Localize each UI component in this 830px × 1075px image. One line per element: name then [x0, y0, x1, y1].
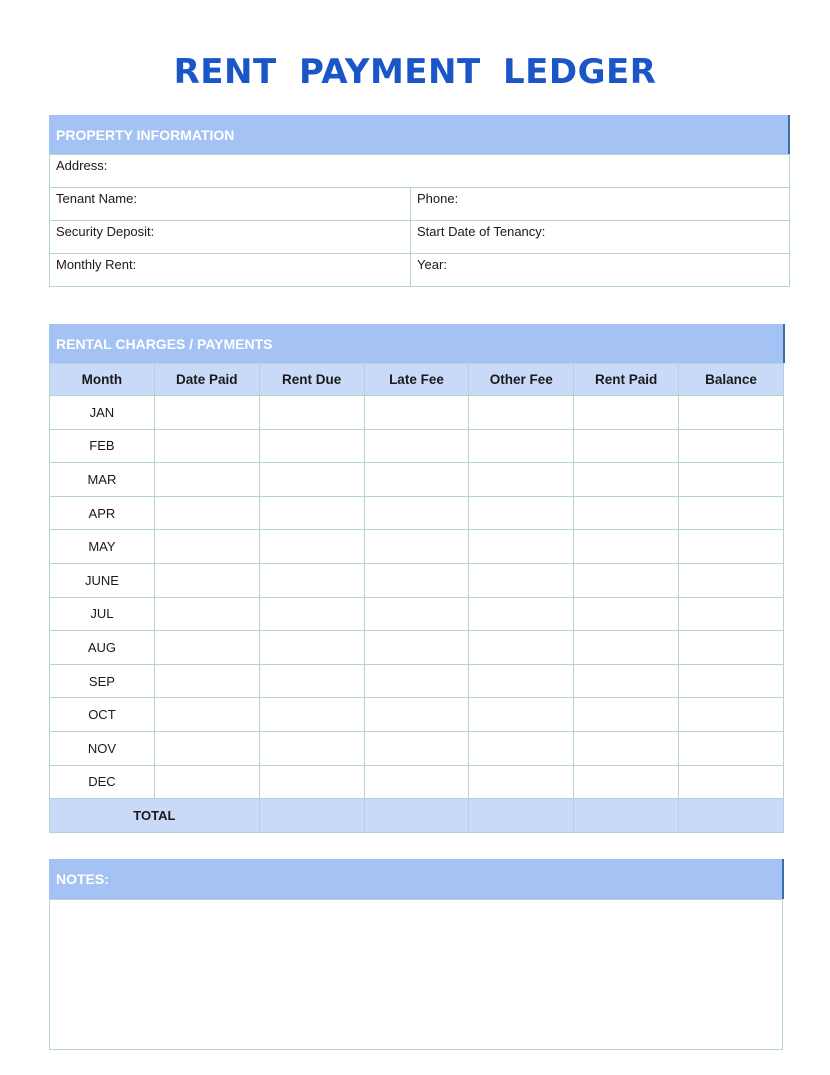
total-cell[interactable]: [679, 799, 784, 833]
entry-cell[interactable]: [469, 496, 574, 530]
entry-cell[interactable]: [154, 563, 259, 597]
property-info-table: [49, 154, 790, 287]
entry-cell[interactable]: [679, 698, 784, 732]
entry-cell[interactable]: [364, 463, 469, 497]
table-row: [50, 698, 784, 732]
entry-cell[interactable]: [679, 530, 784, 564]
month-cell: JUNE: [50, 563, 155, 597]
table-row: [50, 765, 784, 799]
entry-cell[interactable]: [259, 563, 364, 597]
entry-cell[interactable]: [469, 429, 574, 463]
table-row: [50, 731, 784, 765]
entry-cell[interactable]: [679, 731, 784, 765]
entry-cell[interactable]: [259, 664, 364, 698]
entry-cell[interactable]: [469, 597, 574, 631]
entry-cell[interactable]: [154, 396, 259, 430]
entry-cell[interactable]: [154, 429, 259, 463]
column-header: Late Fee: [364, 364, 469, 396]
entry-cell[interactable]: [574, 664, 679, 698]
entry-cell[interactable]: [364, 496, 469, 530]
entry-cell[interactable]: [679, 765, 784, 799]
total-label: TOTAL: [50, 799, 260, 833]
table-row: [50, 597, 784, 631]
total-cell[interactable]: [574, 799, 679, 833]
entry-cell[interactable]: [364, 664, 469, 698]
month-cell: JUL: [50, 597, 155, 631]
entry-cell[interactable]: [574, 563, 679, 597]
entry-cell[interactable]: [154, 631, 259, 665]
column-header: Other Fee: [469, 364, 574, 396]
entry-cell[interactable]: [259, 698, 364, 732]
entry-cell[interactable]: [259, 463, 364, 497]
month-cell: NOV: [50, 731, 155, 765]
entry-cell[interactable]: [259, 765, 364, 799]
month-cell: MAR: [50, 463, 155, 497]
table-row: [50, 396, 784, 430]
entry-cell[interactable]: [259, 530, 364, 564]
address-field[interactable]: Address:: [50, 155, 790, 188]
entry-cell[interactable]: [574, 429, 679, 463]
entry-cell[interactable]: [679, 429, 784, 463]
entry-cell[interactable]: [259, 429, 364, 463]
entry-cell[interactable]: [364, 597, 469, 631]
column-header: Date Paid: [154, 364, 259, 396]
month-cell: APR: [50, 496, 155, 530]
entry-cell[interactable]: [469, 765, 574, 799]
entry-cell[interactable]: [679, 631, 784, 665]
column-header: Month: [50, 364, 155, 396]
entry-cell[interactable]: [154, 463, 259, 497]
table-row: [50, 530, 784, 564]
entry-cell[interactable]: [154, 765, 259, 799]
entry-cell[interactable]: [364, 429, 469, 463]
entry-cell[interactable]: [574, 698, 679, 732]
entry-cell[interactable]: [364, 731, 469, 765]
entry-cell[interactable]: [574, 496, 679, 530]
entry-cell[interactable]: [364, 530, 469, 564]
column-header: Balance: [679, 364, 784, 396]
phone-field[interactable]: Phone:: [411, 188, 790, 221]
entry-cell[interactable]: [679, 396, 784, 430]
entry-cell[interactable]: [154, 597, 259, 631]
entry-cell[interactable]: [574, 731, 679, 765]
entry-cell[interactable]: [469, 698, 574, 732]
entry-cell[interactable]: [259, 597, 364, 631]
entry-cell[interactable]: [679, 463, 784, 497]
entry-cell[interactable]: [574, 530, 679, 564]
table-row: [50, 429, 784, 463]
entry-cell[interactable]: [259, 731, 364, 765]
entry-cell[interactable]: [574, 597, 679, 631]
month-cell: JAN: [50, 396, 155, 430]
monthly-rent-field[interactable]: Monthly Rent:: [50, 254, 411, 287]
month-cell: SEP: [50, 664, 155, 698]
total-row: [50, 799, 784, 833]
entry-cell[interactable]: [259, 631, 364, 665]
start-date-field[interactable]: Start Date of Tenancy:: [411, 221, 790, 254]
ledger-table: [49, 363, 784, 833]
table-row: [50, 664, 784, 698]
notes-header: NOTES:: [49, 859, 784, 899]
entry-cell[interactable]: [154, 496, 259, 530]
entry-cell[interactable]: [469, 731, 574, 765]
property-info-header: PROPERTY INFORMATION: [49, 115, 790, 154]
page-title: RENT PAYMENT LEDGER: [173, 52, 657, 92]
entry-cell[interactable]: [154, 664, 259, 698]
column-header: Rent Due: [259, 364, 364, 396]
entry-cell[interactable]: [154, 698, 259, 732]
entry-cell[interactable]: [154, 530, 259, 564]
total-cell[interactable]: [469, 799, 574, 833]
entry-cell[interactable]: [679, 496, 784, 530]
table-row: [50, 463, 784, 497]
total-cell[interactable]: [259, 799, 364, 833]
entry-cell[interactable]: [259, 496, 364, 530]
entry-cell[interactable]: [574, 631, 679, 665]
column-header: Rent Paid: [574, 364, 679, 396]
table-row: [50, 563, 784, 597]
rental-charges-header: RENTAL CHARGES / PAYMENTS: [49, 324, 785, 363]
entry-cell[interactable]: [469, 463, 574, 497]
security-deposit-field[interactable]: Security Deposit:: [50, 221, 411, 254]
entry-cell[interactable]: [574, 463, 679, 497]
entry-cell[interactable]: [469, 631, 574, 665]
entry-cell[interactable]: [364, 631, 469, 665]
year-field[interactable]: Year:: [411, 254, 790, 287]
entry-cell[interactable]: [154, 731, 259, 765]
month-cell: FEB: [50, 429, 155, 463]
total-cell[interactable]: [364, 799, 469, 833]
entry-cell[interactable]: [469, 530, 574, 564]
entry-cell[interactable]: [574, 396, 679, 430]
entry-cell[interactable]: [679, 664, 784, 698]
entry-cell[interactable]: [469, 664, 574, 698]
entry-cell[interactable]: [364, 765, 469, 799]
month-cell: OCT: [50, 698, 155, 732]
entry-cell[interactable]: [679, 563, 784, 597]
entry-cell[interactable]: [469, 563, 574, 597]
table-row: [50, 496, 784, 530]
entry-cell[interactable]: [364, 563, 469, 597]
month-cell: DEC: [50, 765, 155, 799]
notes-area[interactable]: [49, 899, 783, 1050]
table-row: [50, 631, 784, 665]
month-cell: MAY: [50, 530, 155, 564]
month-cell: AUG: [50, 631, 155, 665]
tenant-name-field[interactable]: Tenant Name:: [50, 188, 411, 221]
entry-cell[interactable]: [364, 698, 469, 732]
entry-cell[interactable]: [259, 396, 364, 430]
entry-cell[interactable]: [469, 396, 574, 430]
entry-cell[interactable]: [574, 765, 679, 799]
entry-cell[interactable]: [679, 597, 784, 631]
entry-cell[interactable]: [364, 396, 469, 430]
